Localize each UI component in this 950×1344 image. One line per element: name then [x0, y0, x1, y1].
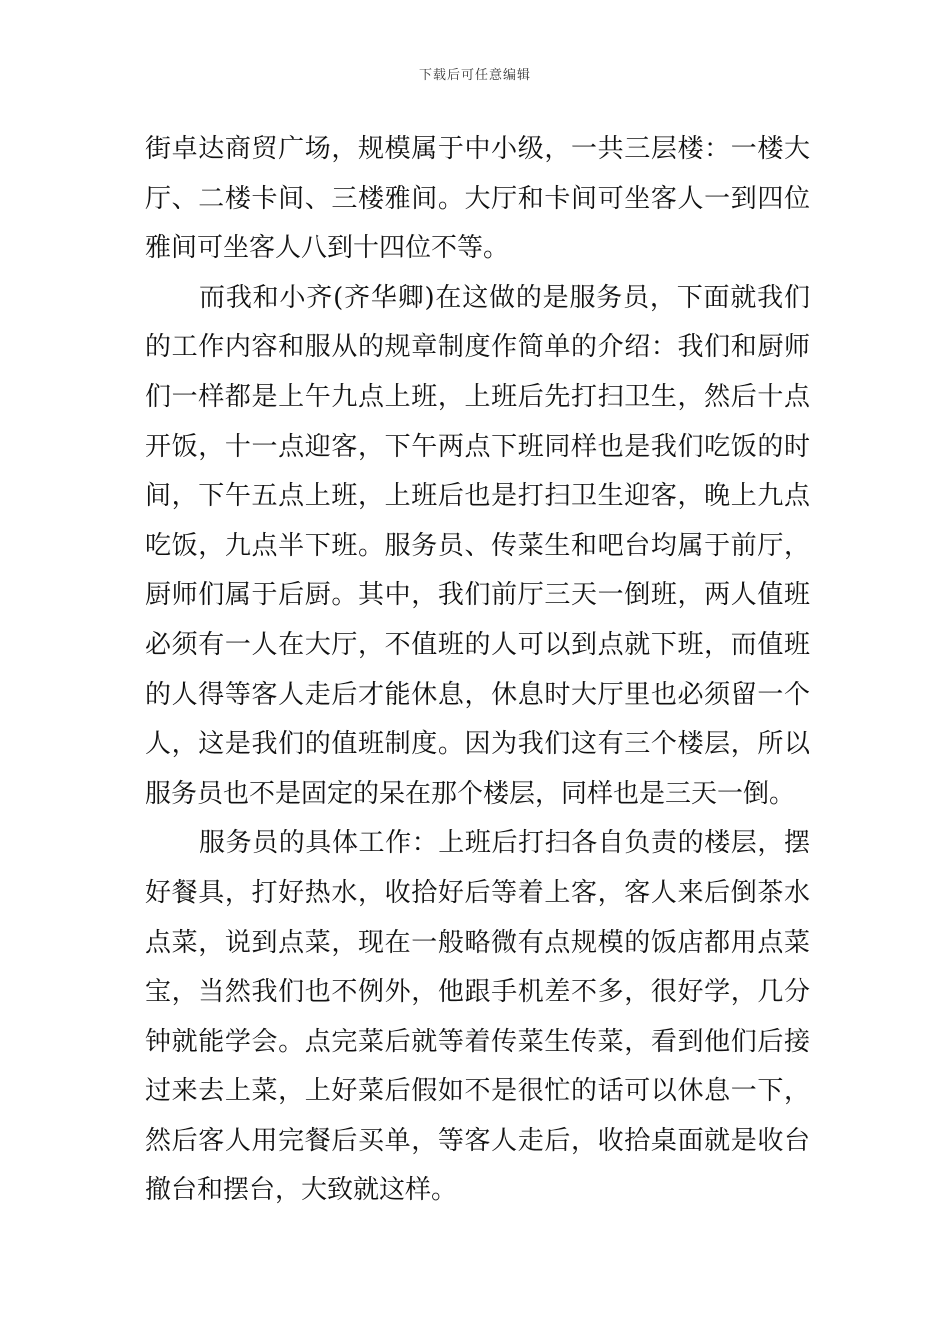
text-line: 点菜，说到点菜，现在一般略微有点规模的饭店都用点菜 — [145, 927, 810, 958]
text-line: 服务员也不是固定的呆在那个楼层，同样也是三天一倒。 — [145, 778, 796, 809]
text-line: 钟就能学会。点完菜后就等着传菜生传菜，看到他们后接 — [145, 1026, 810, 1057]
text-line: 而我和小齐(齐华卿)在这做的是服务员，下面就我们 — [199, 282, 810, 313]
text-line: 的工作内容和服从的规章制度作简单的介绍：我们和厨师 — [145, 332, 810, 363]
text-line: 开饭，十一点迎客，下午两点下班同样也是我们吃饭的时 — [145, 431, 810, 462]
text-line: 宝，当然我们也不例外，他跟手机差不多，很好学，几分 — [145, 977, 810, 1008]
paragraph-1 — [145, 125, 810, 274]
page-header: 下载后可任意编辑 — [418, 68, 531, 83]
text-line: 雅间可坐客人八到十四位不等。 — [145, 233, 510, 264]
text-line: 街卓达商贸广场，规模属于中小级，一共三层楼：一楼大 — [145, 134, 810, 164]
text-line: 厨师们属于后厨。其中，我们前厅三天一倒班，两人值班 — [145, 580, 810, 611]
text-line: 吃饭，九点半下班。服务员、传菜生和吧台均属于前厅， — [145, 530, 810, 561]
text-line: 服务员的具体工作：上班后打扫各自负责的楼层，摆 — [199, 828, 810, 859]
text-line: 过来去上菜，上好菜后假如不是很忙的话可以休息一下， — [145, 1076, 810, 1107]
paragraph-3 — [145, 819, 810, 1216]
document-body — [145, 125, 810, 1216]
text-line: 撤台和摆台，大致就这样。 — [145, 1175, 458, 1206]
text-line: 好餐具，打好热水，收拾好后等着上客，客人来后倒茶水 — [145, 877, 810, 908]
text-line: 的人得等客人走后才能休息，休息时大厅里也必须留一个 — [145, 679, 810, 710]
paragraph-2 — [145, 274, 810, 820]
text-line: 必须有一人在大厅，不值班的人可以到点就下班，而值班 — [145, 629, 810, 660]
text-line: 人，这是我们的值班制度。因为我们这有三个楼层，所以 — [145, 729, 810, 760]
text-line: 厅、二楼卡间、三楼雅间。大厅和卡间可坐客人一到四位 — [145, 183, 810, 214]
text-line: 然后客人用完餐后买单，等客人走后，收拾桌面就是收台 — [145, 1125, 810, 1156]
text-line: 们一样都是上午九点上班，上班后先打扫卫生，然后十点 — [145, 381, 810, 412]
text-line: 间，下午五点上班，上班后也是打扫卫生迎客，晚上九点 — [145, 481, 810, 512]
